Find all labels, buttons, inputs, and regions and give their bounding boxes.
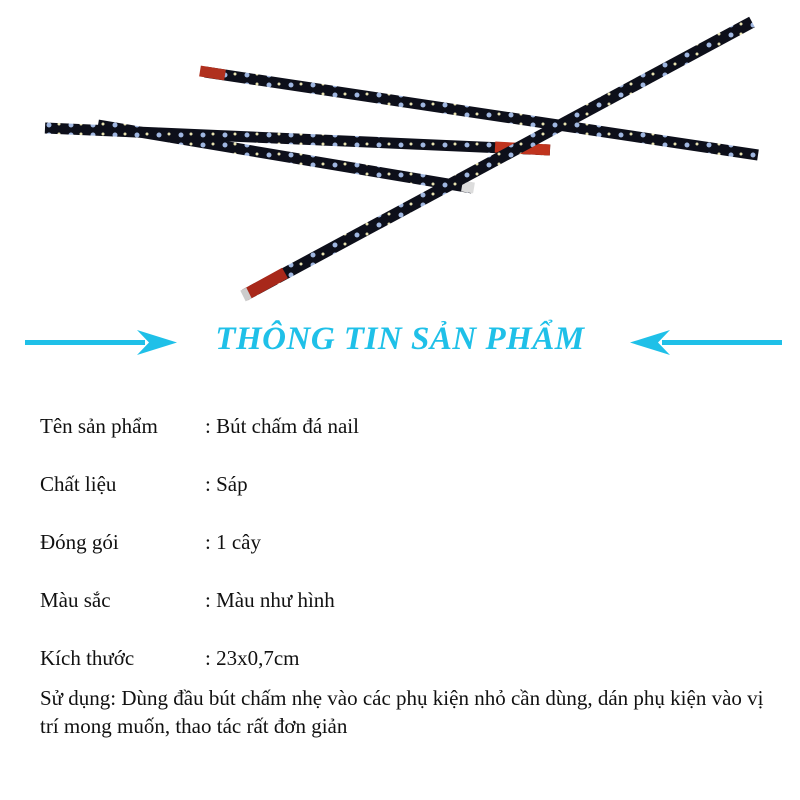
- spec-label: Màu sắc: [40, 588, 111, 612]
- spec-label: Chất liệu: [40, 472, 117, 496]
- spec-value: : 23x0,7cm: [205, 646, 300, 670]
- spec-label: Tên sản phẩm: [40, 414, 158, 438]
- section-header: [0, 315, 800, 370]
- spec-value: : 1 cây: [205, 530, 261, 554]
- pencils-product-image: [0, 0, 800, 310]
- arrow-left-icon: [627, 327, 782, 357]
- section-title: THÔNG TIN SẢN PHẨM: [215, 321, 585, 357]
- spec-label: Kích thước: [40, 646, 135, 670]
- spec-label: Đóng gói: [40, 530, 119, 554]
- spec-value: : Bút chấm đá nail: [205, 414, 359, 438]
- usage-text: Sử dụng: Dùng đầu bút chấm nhẹ vào các phụ kiện nhỏ cần dùng, dán phụ kiện vào vị trí mong muốn, thao tác rất đơn giản: [40, 686, 764, 738]
- spec-value: : Sáp: [205, 472, 248, 496]
- spec-value: : Màu như hình: [205, 588, 335, 612]
